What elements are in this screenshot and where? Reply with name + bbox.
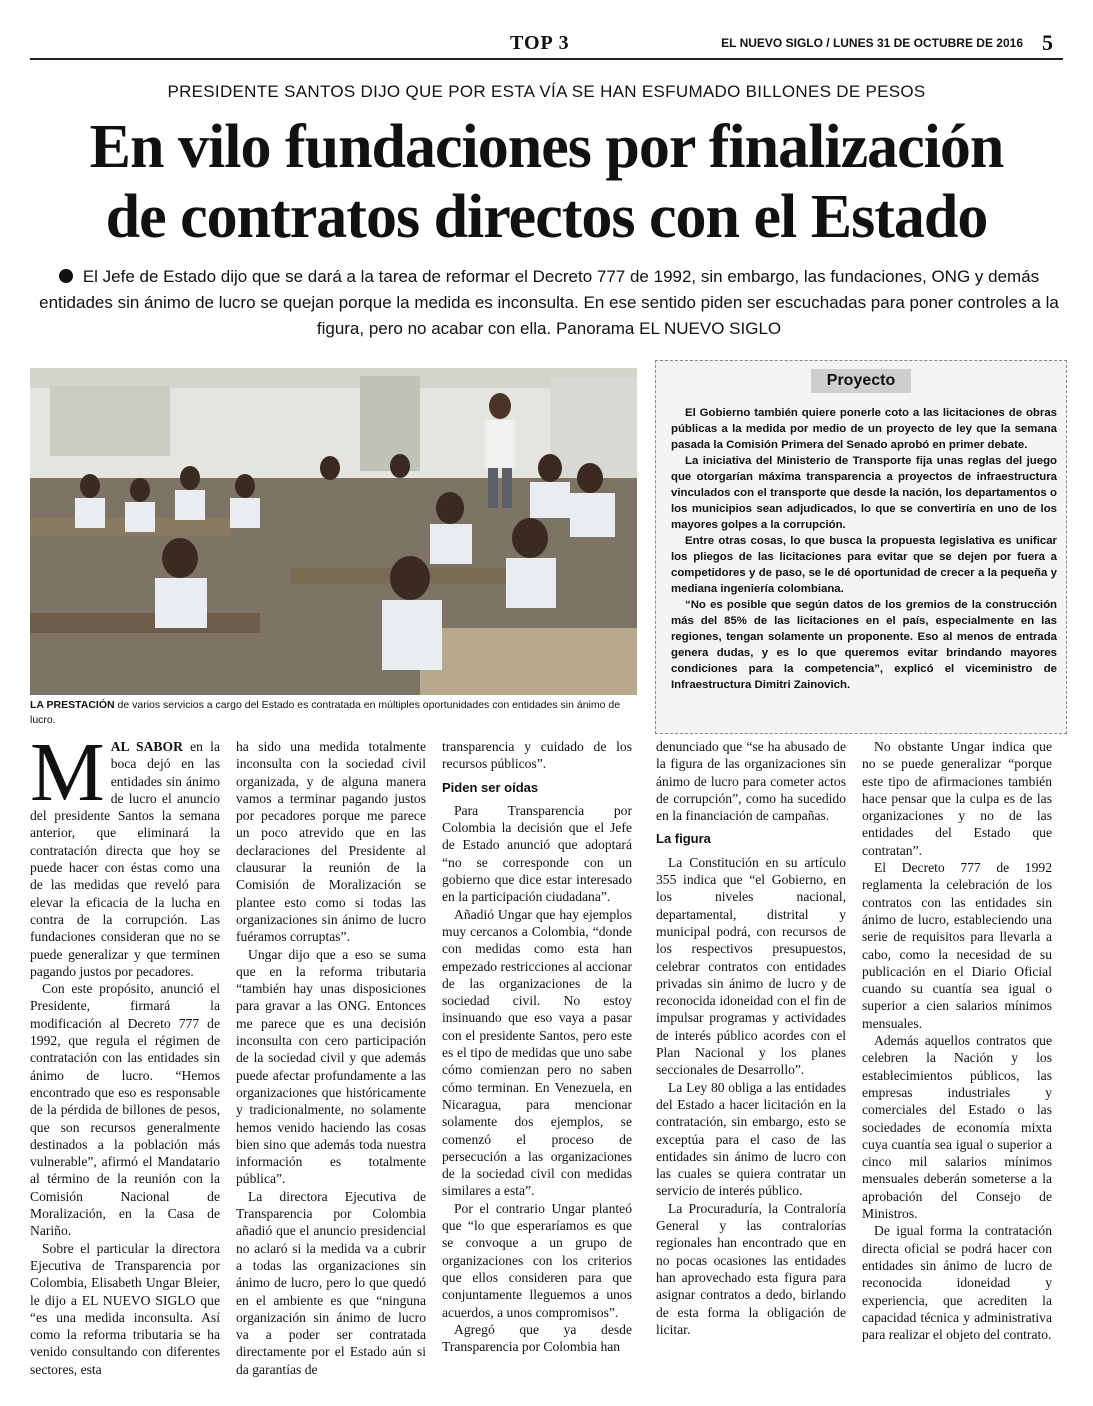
article-paragraph: Agregó que ya desde Transparencia por Colombia han [442, 1321, 632, 1355]
article-paragraph: Con este propósito, anunció el Presidente, firmará la modificación al Decreto 777 de 1992, que regula el régimen de contratación con las entidades sin ánimo de lucro. “Hemos encontrado que eso es responsable de la pérdida de billones de pesos, que son recursos generalmente destinados a la población más vulnerable”, afirmó el Mandatario al término de la reunión con la Comisión Nacional de Moralización, en la Casa de Nariño. [30, 981, 220, 1239]
classroom-photo [30, 368, 637, 695]
article-paragraph: denunciado que “se ha abusado de la figura de las organizaciones sin ánimo de lucro para cometer actos de corrupción”, como ha sucedido en la financiación de campañas. [656, 739, 846, 824]
article-column-5 [862, 738, 1052, 1343]
newspaper-dateline: EL NUEVO SIGLO / LUNES 31 DE OCTUBRE DE 2016 [721, 36, 1023, 50]
section-label: TOP 3 [510, 32, 570, 54]
sidebar-paragraph: Entre otras cosas, lo que busca la propuesta legislativa es unificar los pliegos de las licitaciones para evitar que se dejen por fuera a competidores y de paso, se le dé oportunidad de crecer a la pequeña y mediana ingeniería colombiana. [671, 535, 1057, 595]
article-text: en la boca dejó en las entidades sin ánimo de lucro el anuncio del presidente Santos la semana anterior, que eliminará la contratación directa que hoy se puede hacer con éstas como una de las medidas que reveló para elevar la eficacia de la lucha en contra de la corrupción. Las fundaciones consideran que no se puede generalizar y que terminen pagando justos por pecadores. [30, 739, 220, 979]
kicker: PRESIDENTE SANTOS DIJO QUE POR ESTA VÍA SE HAN ESFUMADO BILLONES DE PESOS [167, 82, 926, 101]
article-column-1 [30, 726, 220, 1378]
headline-line-1: En vilo fundaciones por finalización [89, 113, 1004, 181]
drop-cap: M [30, 726, 105, 819]
subheading: La figura [656, 831, 711, 847]
article-paragraph: Ungar dijo que a eso se suma que en la reforma tributaria “también hay unas disposiciones para gravar a las ONG. Entonces me parece que es una decisión inconsulta con cero participación de la sociedad civil y que además puede afectar profundamente a las organizaciones que históricamente y tradicionalmente, no solamente hemos venido haciendo las cosas bien sino que además toda nuestra información es totalmente pública”. [236, 946, 426, 1187]
lead-paragraph [34, 264, 1064, 342]
sidebar-title: Proyecto [826, 372, 896, 389]
article-paragraph: ha sido una medida totalmente inconsulta con la sociedad civil organizada, y de alguna manera vamos a terminar pagando justos por pecadores porque me parece un poco atrevido que en las declaraciones del Presidente al clausurar la reunión de la Comisión de Moralización se plantee esto como si todas las organizaciones sin ánimo de lucro fuéramos corruptas”. [236, 739, 426, 945]
page-header [0, 30, 1093, 66]
headline-line-2: de contratos directos con el Estado [105, 183, 988, 251]
article-paragraph: transparencia y cuidado de los recursos públicos”. [442, 739, 632, 772]
article-paragraph: La directora Ejecutiva de Transparencia por Colombia añadió que el anuncio presidencial no aclaró si la medida va a cubrir a todas las organizaciones sin ánimo de lucro, pero lo que quedó en el ambiente es que “ninguna organización sin ánimo de lucro va a poder ser contratada directamente por el Estado aún si da garantías de [236, 1188, 426, 1377]
article-paragraph: Para Transparencia por Colombia la decisión que el Jefe de Estado anunció que adoptará “no se corresponde con un gobierno que dice estar interesado en la participación ciudadana”. [442, 802, 632, 905]
sidebar-body [671, 405, 1057, 693]
article-column-4 [656, 738, 846, 1338]
article-paragraph: No obstante Ungar indica que no se puede generalizar “porque este tipo de afirmaciones también hace pensar que la culpa es de las organizaciones y no de las entidades del Estado que contratan”. [862, 739, 1052, 858]
sidebar-paragraph: “No es posible que según datos de los gremios de la construcción más del 85% de las licitaciones en el país, especialmente en las regiones, tengan solamente un proponente. Eso al menos de entrada genera dudas, y es lo que queremos evitar brindando mayores condiciones para la competencia”, explicó el viceministro de Infraestructura Dimitri Zainovich. [671, 599, 1057, 691]
page-number: 5 [1042, 30, 1053, 55]
article-paragraph: Añadió Ungar que hay ejemplos muy cercanos a Colombia, “donde con medidas como esta han empezado restricciones al accionar de las organizaciones de la sociedad civil. No estoy insinuando que eso vaya a pasar con el presidente Santos, pero este es el tipo de medidas que uno sabe cómo comienzan pero no saben cómo terminan. En Venezuela, en Nicaragua, para mencionar solamente dos ejemplos, se comenzó el proceso de persecución a las organizaciones de la sociedad civil con medidas similares a esta”. [442, 906, 632, 1199]
sidebar-box [655, 360, 1067, 734]
photo-caption [30, 698, 630, 728]
sidebar-paragraph: La iniciativa del Ministerio de Transporte fija unas reglas del juego que otorgarían máxima transparencia a proyectos de infraestructura vinculados con el transporte que desde la nación, los departamentos o los municipios sean adjudicados, lo que se convertiría en uno de los mayores golpes a la corrupción. [671, 455, 1057, 531]
article-column-3 [442, 738, 632, 1355]
photo-caption-text: de varios servicios a cargo del Estado es contratada en múltiples oportunidades con entidades sin ánimo de lucro. [30, 699, 621, 726]
article-paragraph: La Ley 80 obliga a las entidades del Estado a hacer licitación en la contratación, sin embargo, esto se exceptúa para el caso de las entidades sin ánimo de lucro con las cuales se quiera contratar un servicio de interés público. [656, 1079, 846, 1199]
lead-caps: AL SABOR [110, 739, 183, 754]
headline [20, 112, 1073, 252]
classroom-illustration [30, 368, 637, 695]
article-paragraph: La Procuraduría, la Contraloría General y las contralorías regionales han encontrado que en no pocas ocasiones las entidades han aprovechado esta figura para asignar contratos a dedo, birlando de esta forma la obligación de licitar. [656, 1200, 846, 1337]
subheading: Piden ser oídas [442, 779, 539, 795]
article-paragraph: Por el contrario Ungar planteó que “lo que esperaríamos es que se convoque a un grupo de organizaciones con los criterios que ellos consideren para que conjuntamente lleguemos a unos acuerdos, a unos compromisos”. [442, 1200, 632, 1320]
bullet-icon [59, 269, 73, 283]
sidebar-paragraph: El Gobierno también quiere ponerle coto a las licitaciones de obras públicas a la medida por medio de un proyecto de ley que la semana pasada la Comisión Primera del Senado aprobó en primer debate. [671, 407, 1057, 451]
article-column-2 [236, 738, 426, 1378]
header-rule [30, 58, 1063, 60]
lead-text: El Jefe de Estado dijo que se dará a la tarea de reformar el Decreto 777 de 1992, sin embargo, las fundaciones, ONG y demás entidades sin ánimo de lucro se quejan porque la medida es inconsulta. En ese sentido piden ser escuchadas para poner controles a la figura, pero no acabar con ella. Panorama EL NUEVO SIGLO [39, 267, 1059, 338]
article-paragraph: De igual forma la contratación directa oficial se podrá hacer con entidades sin ánimo de lucro de reconocida idoneidad y experiencia, que acrediten la capacidad técnica y administrativa para realizar el objeto del contrato. [862, 1223, 1052, 1343]
article-paragraph: La Constitución en su artículo 355 indica que “el Gobierno, en los niveles nacional, departamental, distrital y municipal podrá, con recursos de los respectivos presupuestos, celebrar contratos con entidades privadas sin ánimo de lucro y de reconocida idoneidad con el fin de impulsar programas y actividades de interés público acordes con el Plan Nacional y los planes seccionales de Desarrollo”. [656, 854, 846, 1078]
article-paragraph: Además aquellos contratos que celebren la Nación y los establecimientos públicos, las empresas industriales y comerciales del Estado o las sociedades de economía mixta cuya cuantía sea igual o superior a cinco mil salarios mínimos mensuales deberán someterse a la aprobación del Consejo de Ministros. [862, 1033, 1052, 1222]
sidebar-title-box [811, 369, 911, 393]
article-paragraph: Sobre el particular la directora Ejecutiva de Transparencia por Colombia, Elisabeth Ungar Bleier, le dijo a EL NUEVO SIGLO que “es una medida inconsulta. Así como la reforma tributaria se ha venido consultando con diferentes sectores, esta [30, 1240, 220, 1377]
photo-caption-lead: LA PRESTACIÓN [30, 699, 115, 711]
article-paragraph [30, 726, 220, 980]
article-paragraph: El Decreto 777 de 1992 reglamenta la celebración de los contratos con las entidades sin ánimo de lucro, estableciendo una serie de requisitos para llevarla a cabo, como la necesidad de su publicación en el Diario Oficial cuando su cuantía sea igual o superior a cien salarios mínimos mensuales. [862, 860, 1052, 1031]
